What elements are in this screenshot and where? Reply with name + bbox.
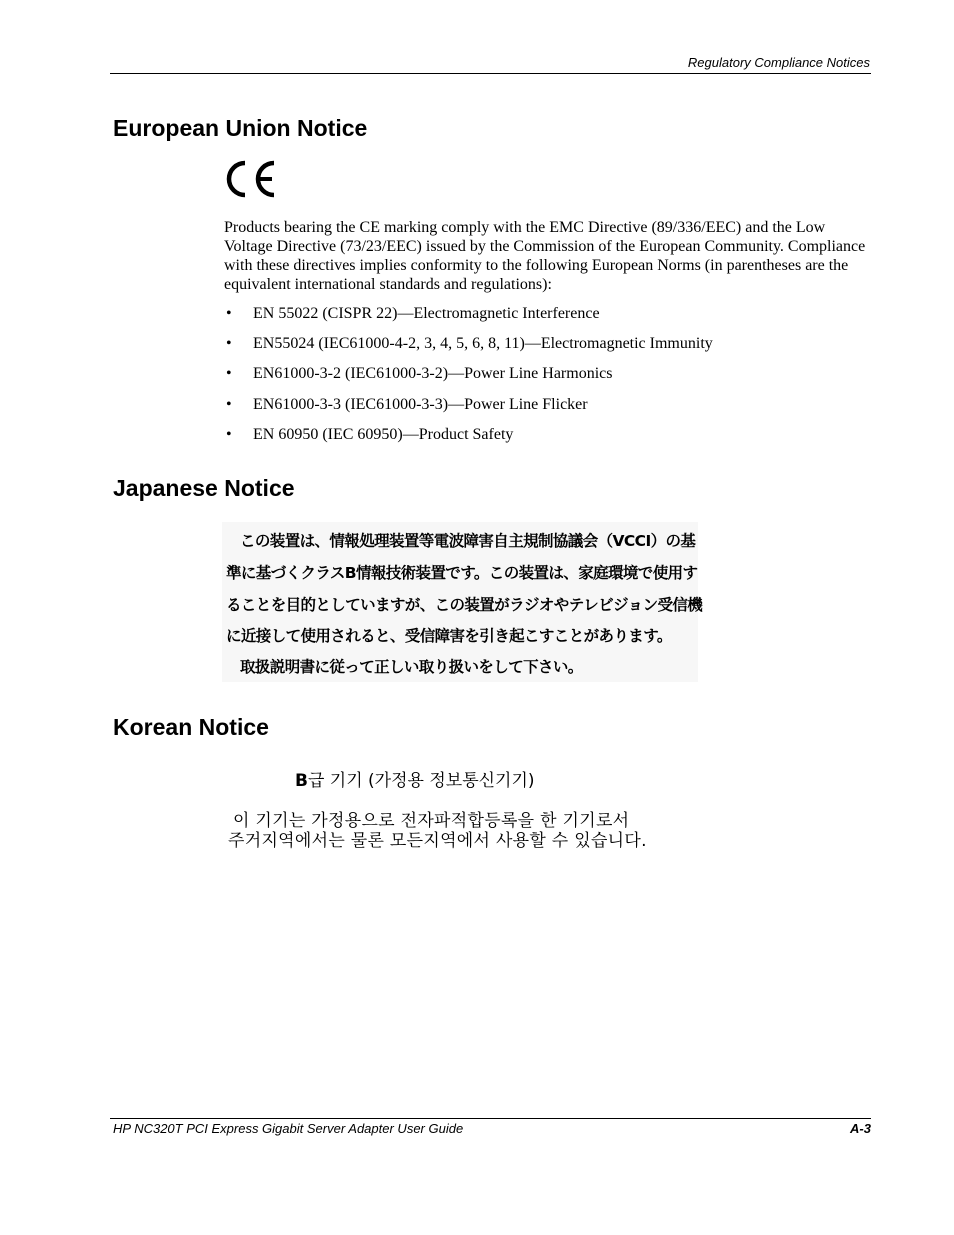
norm-text: EN61000-3-3 (IEC61000-3-3)—Power Line Flicker — [253, 395, 588, 413]
korean-class-letter: B — [295, 771, 308, 791]
norm-text: EN 55022 (CISPR 22)—Electromagnetic Interference — [253, 305, 600, 322]
japanese-notice-line: 準に基づくクラスB情報技術装置です。この装置は、家庭環境で使用す — [226, 564, 698, 582]
list-item — [224, 425, 713, 455]
japanese-notice-line: に近接して使用されると、受信障害を引き起こすことがあります。 — [226, 627, 672, 645]
japanese-notice-heading: Japanese Notice — [113, 475, 295, 501]
norm-text: EN55024 (IEC61000-4-2, 3, 4, 5, 6, 8, 11)—Electromagnetic Immunity — [253, 335, 713, 353]
korean-notice-heading: Korean Notice — [113, 714, 269, 740]
list-item — [224, 364, 713, 394]
header-rule — [110, 73, 871, 74]
bullet-icon: • — [226, 425, 232, 443]
korean-notice-line: 주거지역에서는 물론 모든지역에서 사용할 수 있습니다. — [228, 831, 647, 851]
list-item — [224, 304, 713, 334]
korean-class-text: 급 기기 (가정용 정보통신기기) — [307, 771, 535, 791]
eu-notice-paragraph: Products bearing the CE marking comply with the EMC Directive (89/336/EEC) and the Low Voltage Directive (73/23/EEC) issued by the Commission of the European Community. Compliance with these directives implies conformity to the following European Norms (in parentheses are the equivalent international standards and regulations): — [224, 219, 866, 293]
list-item — [224, 395, 713, 425]
japanese-notice-line: 取扱説明書に従って正しい取り扱いをして下さい。 — [240, 658, 583, 676]
eu-norms-list — [224, 304, 713, 455]
footer-rule — [110, 1118, 871, 1119]
japanese-notice-image — [222, 522, 703, 682]
bullet-icon: • — [226, 305, 232, 322]
japanese-notice-line: この装置は、情報処理装置等電波障害自主規制協議会（VCCI）の基 — [240, 532, 696, 550]
ce-mark-icon — [224, 158, 278, 200]
eu-notice-heading: European Union Notice — [113, 115, 368, 141]
bullet-icon: • — [226, 335, 232, 353]
norm-text: EN 60950 (IEC 60950)—Product Safety — [253, 425, 514, 443]
running-head: Regulatory Compliance Notices — [687, 55, 870, 70]
footer-guide-title: HP NC320T PCI Express Gigabit Server Adapter User Guide — [113, 1121, 464, 1136]
bullet-icon: • — [226, 395, 232, 413]
korean-notice-line: 이 기기는 가정용으로 전자파적합등록을 한 기기로서 — [233, 811, 630, 831]
norm-text: EN61000-3-2 (IEC61000-3-2)—Power Line Harmonics — [253, 365, 613, 383]
list-item — [224, 334, 713, 364]
japanese-notice-line: ることを目的としていますが、この装置がラジオやテレビジョン受信機 — [226, 596, 703, 614]
footer-page-number: A-3 — [850, 1121, 871, 1136]
bullet-icon: • — [226, 365, 232, 383]
korean-class-label — [295, 766, 535, 791]
